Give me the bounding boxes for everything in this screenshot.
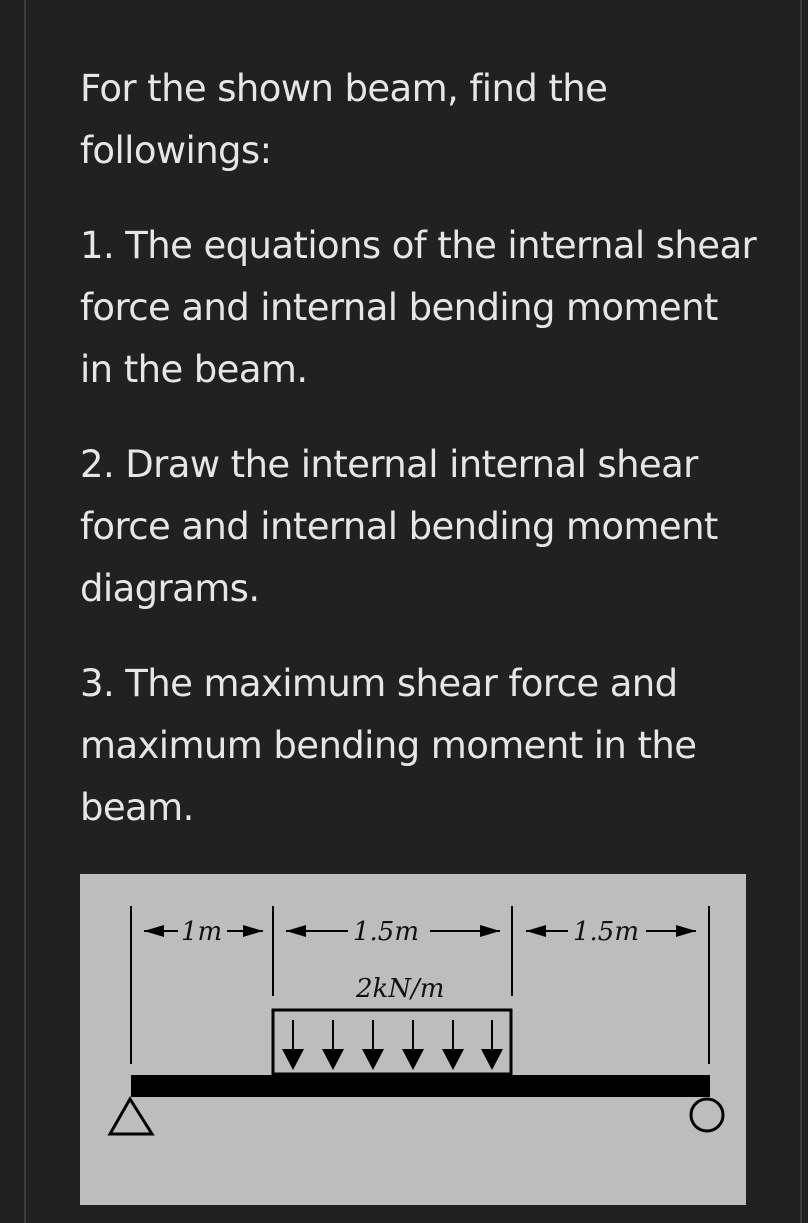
pin-support-icon [110, 1099, 152, 1134]
dimension-3-label: 1.5m [573, 917, 640, 947]
beam-figure [80, 874, 746, 1205]
beam-diagram-svg [80, 874, 746, 1205]
distributed-load [273, 1010, 511, 1074]
load-arrow [442, 1020, 464, 1070]
question-item-3: 3. The maximum shear force and maximum bending moment in the beam. [80, 662, 697, 829]
load-arrow [362, 1020, 384, 1070]
load-arrow [322, 1020, 344, 1070]
right-divider [800, 0, 802, 1223]
load-arrow [402, 1020, 424, 1070]
dimension-1 [144, 917, 263, 947]
dimension-2 [286, 917, 500, 947]
load-arrow [282, 1020, 304, 1070]
dimension-1-label: 1m [181, 917, 223, 947]
roller-support-icon [691, 1099, 723, 1131]
load-arrow [481, 1020, 503, 1070]
load-label: 2kN/m [356, 974, 445, 1004]
question-intro: For the shown beam, find the followings: [80, 67, 608, 172]
load-frame [273, 1010, 511, 1074]
left-divider [24, 0, 26, 1223]
question-item-2: 2. Draw the internal internal shear force and internal bending moment diagrams. [80, 443, 718, 610]
beam [131, 1075, 710, 1097]
question-text [80, 58, 760, 872]
dimension-2-label: 1.5m [353, 917, 420, 947]
question-item-1: 1. The equations of the internal shear force and internal bending moment in the beam. [80, 224, 757, 391]
dimension-3 [526, 917, 696, 947]
